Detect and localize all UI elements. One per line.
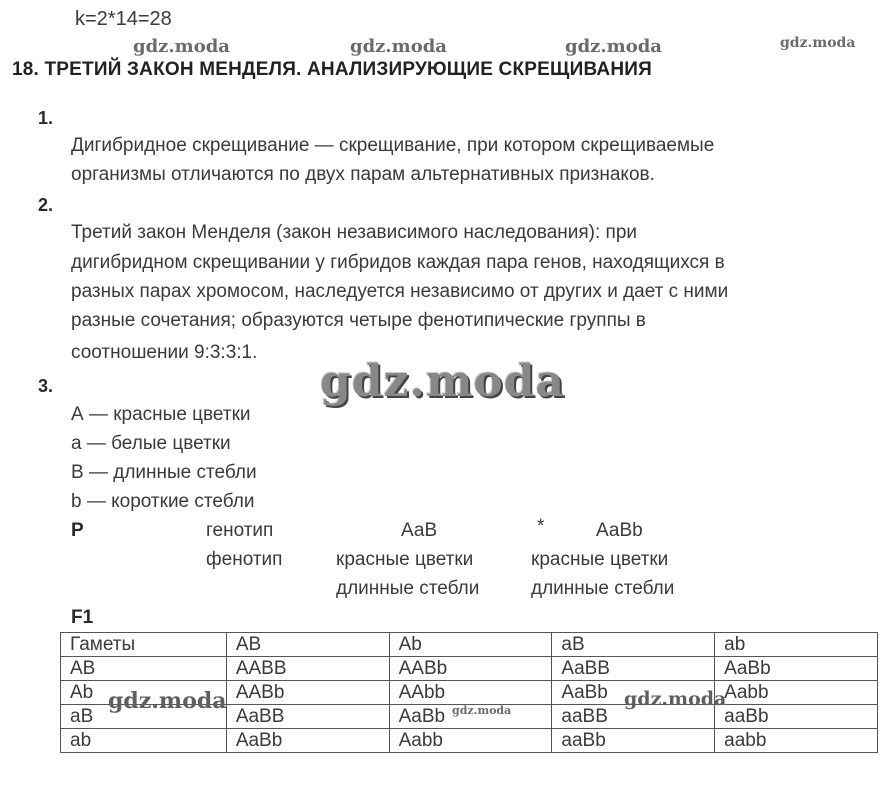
table-cell: ab	[715, 633, 878, 657]
table-cell: AB	[61, 657, 227, 681]
parent-2-phenotype: длинные стебли	[531, 578, 675, 599]
table-cell: aaBb	[715, 705, 878, 729]
watermark: gdz.moda	[565, 36, 662, 57]
phenotype-label: фенотип	[206, 549, 283, 570]
watermark: gdz.moda	[350, 36, 447, 57]
genotype-label: генотип	[206, 520, 274, 541]
section-2-line: соотношении 9:3:3:1.	[71, 342, 258, 363]
formula-text: k=2*14=28	[75, 8, 172, 30]
table-cell: aabb	[715, 729, 878, 753]
section-2-line: разных парах хромосом, наследуется независимо от других и дает с ними	[71, 281, 729, 302]
table-cell: AABb	[389, 657, 552, 681]
legend-item: А — красные цветки	[71, 404, 251, 425]
table-cell: AaBb	[226, 729, 389, 753]
section-2-number: 2.	[38, 195, 54, 215]
table-row	[61, 657, 878, 681]
parent-1-genotype: АаВ	[401, 520, 438, 541]
section-1-number: 1.	[38, 108, 54, 128]
table-cell: aB	[61, 705, 227, 729]
table-cell: Гаметы	[61, 633, 227, 657]
table-cell: aB	[552, 633, 715, 657]
section-1-line: организмы отличаются по двух парам альтернативных признаков.	[71, 164, 655, 185]
table-cell: AAbb	[389, 681, 552, 705]
parent-1-phenotype: длинные стебли	[336, 578, 480, 599]
parent-1-phenotype: красные цветки	[336, 549, 474, 570]
table-cell: Aabb	[389, 729, 552, 753]
table-header-row	[61, 633, 878, 657]
table-cell: Ab	[389, 633, 552, 657]
section-2-line: Третий закон Менделя (закон независимого наследования): при	[71, 222, 638, 243]
legend-item: b — короткие стебли	[71, 491, 255, 512]
table-cell: AaBB	[226, 705, 389, 729]
table-cell: Aabb	[715, 681, 878, 705]
table-cell: AaBb	[552, 681, 715, 705]
watermark: gdz.moda	[624, 688, 727, 710]
watermark: gdz.moda	[452, 704, 512, 717]
parent-2-phenotype: красные цветки	[531, 549, 669, 570]
section-2-line: разные сочетания; образуются четыре фенотипические группы в	[71, 310, 646, 331]
table-cell: AABb	[226, 681, 389, 705]
table-cell: ab	[61, 729, 227, 753]
watermark: gdz.moda	[133, 36, 230, 57]
table-cell: AB	[226, 633, 389, 657]
table-row	[61, 729, 878, 753]
table-cell: aaBB	[552, 705, 715, 729]
table-cell: AaBb	[715, 657, 878, 681]
watermark: gdz.moda	[780, 35, 856, 51]
watermark-large: gdz.moda	[320, 356, 566, 407]
f1-label: F1	[71, 607, 94, 628]
legend-item: а — белые цветки	[71, 433, 231, 454]
section-3-number: 3.	[38, 376, 54, 396]
table-cell: AaBb	[389, 705, 552, 729]
table-cell: AaBB	[552, 657, 715, 681]
table-cell: Ab	[61, 681, 227, 705]
parent-2-genotype: АаBb	[596, 520, 643, 541]
table-cell: aaBb	[552, 729, 715, 753]
cross-sign: *	[537, 516, 545, 537]
section-2-line: дигибридном скрещивании у гибридов каждая пара генов, находящихся в	[71, 252, 725, 273]
page-title: 18. ТРЕТИЙ ЗАКОН МЕНДЕЛЯ. АНАЛИЗИРУЮЩИЕ СКРЕЩИВАНИЯ	[12, 59, 652, 80]
watermark: gdz.moda	[108, 688, 227, 714]
legend-item: В — длинные стебли	[71, 462, 257, 483]
section-1-line: Дигибридное скрещивание — скрещивание, при котором скрещиваемые	[71, 135, 715, 156]
p-label: P	[71, 520, 84, 541]
table-cell: AABB	[226, 657, 389, 681]
